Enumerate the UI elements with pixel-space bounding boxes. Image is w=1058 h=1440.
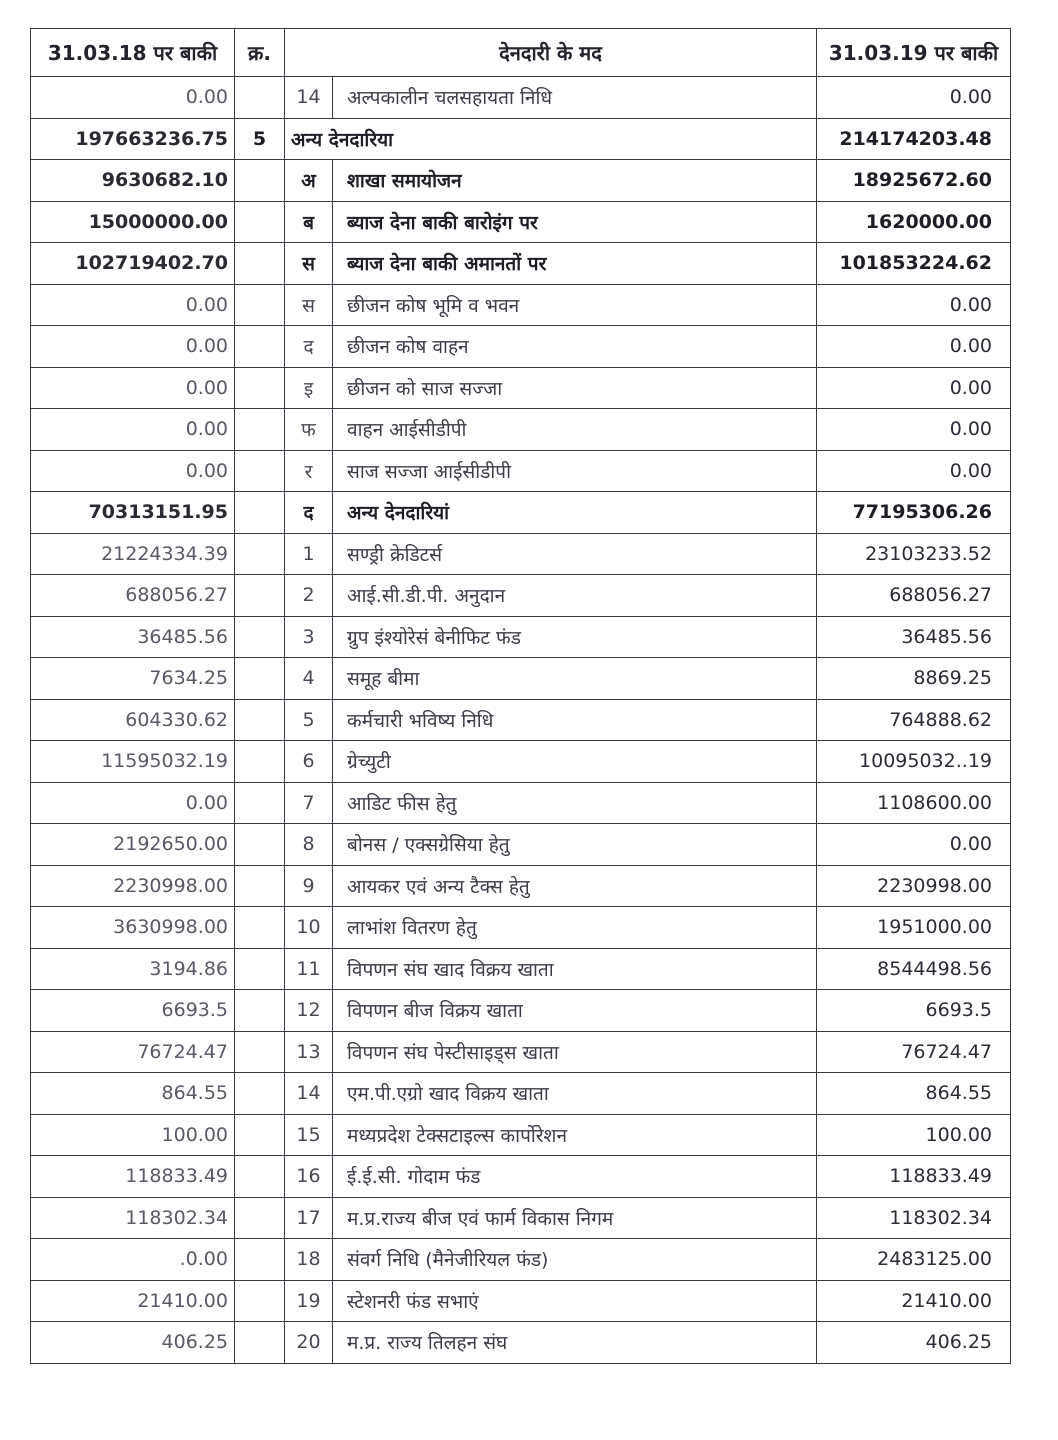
- table-row: [31, 990, 1011, 1032]
- prev-balance-cell: 0.00: [31, 782, 235, 824]
- current-balance-cell: 0.00: [817, 450, 1011, 492]
- current-balance-cell: 0.00: [817, 824, 1011, 866]
- current-balance-cell: 8869.25: [817, 658, 1011, 700]
- prev-balance-cell: 406.25: [31, 1322, 235, 1364]
- current-balance-cell: 688056.27: [817, 575, 1011, 617]
- sub-serial-cell: 17: [285, 1197, 333, 1239]
- table-row: [31, 741, 1011, 783]
- liability-item-cell: छीजन कोष भूमि व भवन: [333, 284, 817, 326]
- prev-balance-cell: 3194.86: [31, 948, 235, 990]
- current-balance-cell: 0.00: [817, 367, 1011, 409]
- sub-serial-cell: 12: [285, 990, 333, 1032]
- serial-cell: [235, 1114, 285, 1156]
- sub-serial-cell: अ: [285, 160, 333, 202]
- prev-balance-cell: 7634.25: [31, 658, 235, 700]
- liability-item-cell: आडिट फीस हेतु: [333, 782, 817, 824]
- table-row: [31, 201, 1011, 243]
- liability-item-cell: शाखा समायोजन: [333, 160, 817, 202]
- current-balance-cell: 23103233.52: [817, 533, 1011, 575]
- prev-balance-cell: 118833.49: [31, 1156, 235, 1198]
- liability-item-cell: लाभांश वितरण हेतु: [333, 907, 817, 949]
- table-row: [31, 1156, 1011, 1198]
- prev-balance-cell: 0.00: [31, 77, 235, 119]
- table-row: [31, 284, 1011, 326]
- liability-item-cell: छीजन को साज सज्जा: [333, 367, 817, 409]
- table-row: [31, 1239, 1011, 1281]
- prev-balance-cell: 604330.62: [31, 699, 235, 741]
- table-row: [31, 907, 1011, 949]
- prev-balance-cell: 3630998.00: [31, 907, 235, 949]
- table-row: [31, 367, 1011, 409]
- prev-balance-cell: 36485.56: [31, 616, 235, 658]
- current-balance-cell: 0.00: [817, 77, 1011, 119]
- prev-balance-cell: 70313151.95: [31, 492, 235, 534]
- liability-item-cell: आयकर एवं अन्य टैक्स हेतु: [333, 865, 817, 907]
- current-balance-cell: 1620000.00: [817, 201, 1011, 243]
- prev-balance-cell: 76724.47: [31, 1031, 235, 1073]
- liability-item-cell: विपणन बीज विक्रय खाता: [333, 990, 817, 1032]
- current-balance-cell: 77195306.26: [817, 492, 1011, 534]
- serial-cell: [235, 990, 285, 1032]
- liability-item-cell: सण्ड्री क्रेडिटर्स: [333, 533, 817, 575]
- table-row: [31, 77, 1011, 119]
- prev-balance-cell: 21224334.39: [31, 533, 235, 575]
- liability-item-cell: अन्य देनदारियां: [333, 492, 817, 534]
- liability-item-cell: अल्पकालीन चलसहायता निधि: [333, 77, 817, 119]
- sub-serial-cell: स: [285, 243, 333, 285]
- current-balance-cell: 36485.56: [817, 616, 1011, 658]
- sub-serial-cell: द: [285, 326, 333, 368]
- prev-balance-cell: 15000000.00: [31, 201, 235, 243]
- serial-cell: [235, 160, 285, 202]
- sub-serial-cell: इ: [285, 367, 333, 409]
- table-row: [31, 533, 1011, 575]
- table-row: [31, 824, 1011, 866]
- serial-cell: [235, 1322, 285, 1364]
- serial-cell: [235, 741, 285, 783]
- sub-serial-cell: 11: [285, 948, 333, 990]
- prev-balance-cell: 9630682.10: [31, 160, 235, 202]
- serial-cell: [235, 1239, 285, 1281]
- liability-item-cell: बोनस / एक्सग्रेसिया हेतु: [333, 824, 817, 866]
- table-row: [31, 1031, 1011, 1073]
- current-balance-cell: 0.00: [817, 409, 1011, 451]
- sub-serial-cell: 10: [285, 907, 333, 949]
- serial-cell: [235, 1156, 285, 1198]
- prev-balance-cell: 100.00: [31, 1114, 235, 1156]
- serial-cell: [235, 77, 285, 119]
- prev-balance-cell: 0.00: [31, 284, 235, 326]
- serial-cell: [235, 948, 285, 990]
- current-balance-cell: 101853224.62: [817, 243, 1011, 285]
- prev-balance-cell: 2192650.00: [31, 824, 235, 866]
- current-balance-cell: 6693.5: [817, 990, 1011, 1032]
- current-balance-cell: 864.55: [817, 1073, 1011, 1115]
- prev-balance-cell: 21410.00: [31, 1280, 235, 1322]
- current-balance-cell: 118833.49: [817, 1156, 1011, 1198]
- prev-balance-cell: .0.00: [31, 1239, 235, 1281]
- prev-balance-cell: 688056.27: [31, 575, 235, 617]
- current-balance-cell: 2483125.00: [817, 1239, 1011, 1281]
- serial-cell: [235, 1031, 285, 1073]
- sub-serial-cell: 19: [285, 1280, 333, 1322]
- prev-balance-cell: 11595032.19: [31, 741, 235, 783]
- table-row: [31, 1197, 1011, 1239]
- liability-item-cell: संवर्ग निधि (मैनेजीरियल फंड): [333, 1239, 817, 1281]
- table-row: [31, 575, 1011, 617]
- liability-item-cell: म.प्र. राज्य तिलहन संघ: [333, 1322, 817, 1364]
- current-balance-cell: 214174203.48: [817, 118, 1011, 160]
- liability-item-cell: वाहन आईसीडीपी: [333, 409, 817, 451]
- current-balance-cell: 8544498.56: [817, 948, 1011, 990]
- sub-serial-cell: 5: [285, 699, 333, 741]
- table-row: [31, 1114, 1011, 1156]
- liability-item-cell: ग्रुप इंश्योरेसं बेनीफिट फंड: [333, 616, 817, 658]
- current-balance-cell: 1108600.00: [817, 782, 1011, 824]
- serial-cell: [235, 865, 285, 907]
- header-serial: क्र.: [235, 29, 285, 77]
- serial-cell: [235, 907, 285, 949]
- liability-item-cell: कर्मचारी भविष्य निधि: [333, 699, 817, 741]
- table-row: [31, 409, 1011, 451]
- serial-cell: [235, 326, 285, 368]
- liability-item-cell: मध्यप्रदेश टेक्सटाइल्स कार्पोरेशन: [333, 1114, 817, 1156]
- serial-cell: [235, 492, 285, 534]
- sub-serial-cell: 1: [285, 533, 333, 575]
- serial-cell: [235, 1280, 285, 1322]
- table-row: [31, 865, 1011, 907]
- header-current-balance: 31.03.19 पर बाकी: [817, 29, 1011, 77]
- sub-serial-cell: 14: [285, 77, 333, 119]
- liability-item-cell: आई.सी.डी.पी. अनुदान: [333, 575, 817, 617]
- sub-serial-cell: र: [285, 450, 333, 492]
- sub-serial-cell: 4: [285, 658, 333, 700]
- sub-serial-cell: फ: [285, 409, 333, 451]
- table-row: [31, 782, 1011, 824]
- sub-serial-cell: 20: [285, 1322, 333, 1364]
- sub-serial-cell: 16: [285, 1156, 333, 1198]
- liability-item-cell: समूह बीमा: [333, 658, 817, 700]
- header-prev-balance: 31.03.18 पर बाकी: [31, 29, 235, 77]
- serial-cell: 5: [235, 118, 285, 160]
- prev-balance-cell: 0.00: [31, 367, 235, 409]
- liability-item-cell: ब्याज देना बाकी बारोइंग पर: [333, 201, 817, 243]
- liabilities-sheet: [30, 28, 1010, 1364]
- serial-cell: [235, 1073, 285, 1115]
- current-balance-cell: 406.25: [817, 1322, 1011, 1364]
- current-balance-cell: 10095032..19: [817, 741, 1011, 783]
- current-balance-cell: 2230998.00: [817, 865, 1011, 907]
- serial-cell: [235, 824, 285, 866]
- sub-serial-cell: 15: [285, 1114, 333, 1156]
- prev-balance-cell: 6693.5: [31, 990, 235, 1032]
- liability-item-cell: ई.ई.सी. गोदाम फंड: [333, 1156, 817, 1198]
- table-row: [31, 492, 1011, 534]
- sub-serial-cell: 7: [285, 782, 333, 824]
- sub-serial-cell: 3: [285, 616, 333, 658]
- current-balance-cell: 0.00: [817, 326, 1011, 368]
- table-row-section: [31, 118, 1011, 160]
- table-row: [31, 1280, 1011, 1322]
- liability-item-cell: ब्याज देना बाकी अमानतों पर: [333, 243, 817, 285]
- table-header-row: [31, 29, 1011, 77]
- prev-balance-cell: 864.55: [31, 1073, 235, 1115]
- header-liability-item: देनदारी के मद: [285, 29, 817, 77]
- liability-item-cell: विपणन संघ खाद विक्रय खाता: [333, 948, 817, 990]
- serial-cell: [235, 658, 285, 700]
- table-row: [31, 616, 1011, 658]
- liability-item-cell: म.प्र.राज्य बीज एवं फार्म विकास निगम: [333, 1197, 817, 1239]
- serial-cell: [235, 782, 285, 824]
- liability-item-cell: साज सज्जा आईसीडीपी: [333, 450, 817, 492]
- prev-balance-cell: 0.00: [31, 450, 235, 492]
- liability-item-cell: स्टेशनरी फंड सभाएं: [333, 1280, 817, 1322]
- serial-cell: [235, 201, 285, 243]
- serial-cell: [235, 616, 285, 658]
- prev-balance-cell: 197663236.75: [31, 118, 235, 160]
- liabilities-table: [30, 28, 1011, 1364]
- table-row: [31, 326, 1011, 368]
- serial-cell: [235, 1197, 285, 1239]
- serial-cell: [235, 575, 285, 617]
- serial-cell: [235, 533, 285, 575]
- prev-balance-cell: 2230998.00: [31, 865, 235, 907]
- serial-cell: [235, 284, 285, 326]
- sub-serial-cell: 18: [285, 1239, 333, 1281]
- liability-item-cell: छीजन कोष वाहन: [333, 326, 817, 368]
- sub-serial-cell: 13: [285, 1031, 333, 1073]
- table-row: [31, 1073, 1011, 1115]
- serial-cell: [235, 699, 285, 741]
- liability-item-cell: विपणन संघ पेस्टीसाइड्स खाता: [333, 1031, 817, 1073]
- liability-item-cell: एम.पी.एग्रो खाद विक्रय खाता: [333, 1073, 817, 1115]
- sub-serial-cell: 6: [285, 741, 333, 783]
- liability-item-cell: ग्रेच्युटी: [333, 741, 817, 783]
- current-balance-cell: 764888.62: [817, 699, 1011, 741]
- sub-serial-cell: 8: [285, 824, 333, 866]
- liability-item-cell: अन्य देनदारिया: [285, 118, 817, 160]
- current-balance-cell: 21410.00: [817, 1280, 1011, 1322]
- serial-cell: [235, 243, 285, 285]
- prev-balance-cell: 102719402.70: [31, 243, 235, 285]
- serial-cell: [235, 367, 285, 409]
- table-row: [31, 1322, 1011, 1364]
- table-row: [31, 948, 1011, 990]
- current-balance-cell: 0.00: [817, 284, 1011, 326]
- table-row: [31, 160, 1011, 202]
- sub-serial-cell: 9: [285, 865, 333, 907]
- current-balance-cell: 118302.34: [817, 1197, 1011, 1239]
- sub-serial-cell: ब: [285, 201, 333, 243]
- sub-serial-cell: द: [285, 492, 333, 534]
- table-row: [31, 658, 1011, 700]
- sub-serial-cell: स: [285, 284, 333, 326]
- table-row: [31, 450, 1011, 492]
- table-row: [31, 699, 1011, 741]
- prev-balance-cell: 118302.34: [31, 1197, 235, 1239]
- current-balance-cell: 18925672.60: [817, 160, 1011, 202]
- prev-balance-cell: 0.00: [31, 409, 235, 451]
- sub-serial-cell: 2: [285, 575, 333, 617]
- serial-cell: [235, 409, 285, 451]
- sub-serial-cell: 14: [285, 1073, 333, 1115]
- table-row: [31, 243, 1011, 285]
- current-balance-cell: 76724.47: [817, 1031, 1011, 1073]
- prev-balance-cell: 0.00: [31, 326, 235, 368]
- current-balance-cell: 1951000.00: [817, 907, 1011, 949]
- serial-cell: [235, 450, 285, 492]
- current-balance-cell: 100.00: [817, 1114, 1011, 1156]
